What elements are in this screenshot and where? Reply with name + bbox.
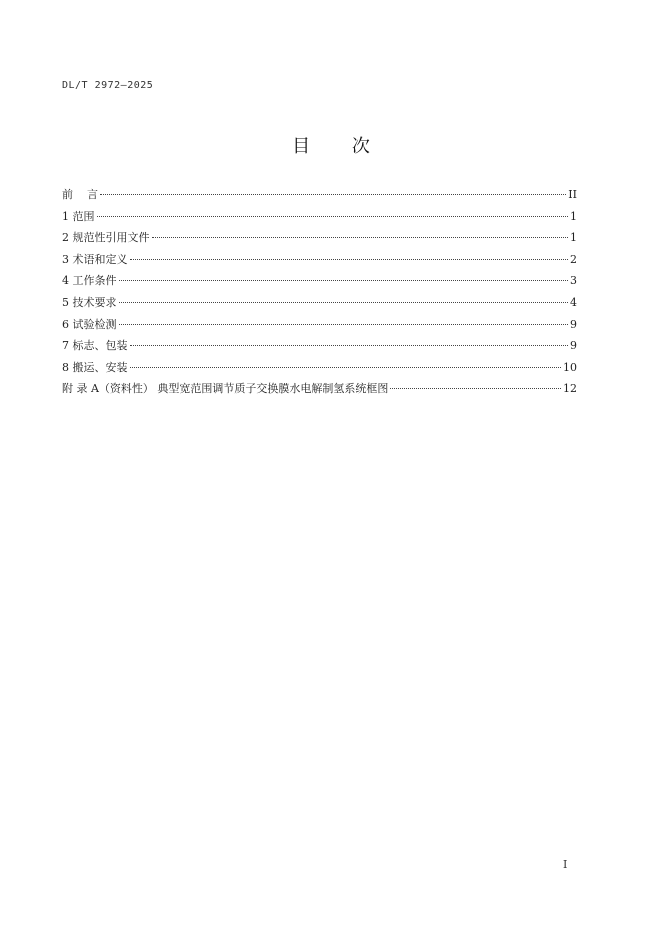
toc-entry-label: 6 试验检测: [62, 317, 117, 331]
toc-entry-label: 7 标志、包装: [62, 339, 128, 353]
toc-leader-dots: [97, 216, 569, 217]
toc-entry-terms-definitions[interactable]: [62, 251, 577, 273]
toc-entry-page: 1: [570, 209, 577, 223]
toc-entry-marking-packaging[interactable]: [62, 337, 577, 359]
page-number: I: [563, 858, 568, 871]
toc-entry-page: 9: [570, 317, 577, 331]
toc-entry-label: 2 规范性引用文件: [62, 231, 150, 245]
toc-entry-testing[interactable]: [62, 316, 577, 338]
toc-leader-dots: [119, 324, 569, 325]
toc-entry-label: 3 术语和定义: [62, 252, 128, 266]
toc-entry-page: 2: [570, 252, 577, 266]
toc-leader-dots: [130, 259, 569, 260]
toc-entry-technical-requirements[interactable]: [62, 294, 577, 316]
toc-entry-label: 附 录 A（资料性） 典型宽范围调节质子交换膜水电解制氢系统框图: [62, 382, 389, 396]
toc-entry-label: 4 工作条件: [62, 274, 117, 288]
toc-entry-annex-a[interactable]: [62, 380, 577, 402]
toc-entry-page: 10: [563, 360, 577, 374]
toc-entry-page: 3: [570, 274, 577, 288]
toc-leader-dots: [130, 367, 562, 368]
toc-leader-dots: [119, 302, 569, 303]
page-title: 目 次: [292, 136, 388, 157]
toc-leader-dots: [100, 194, 566, 195]
toc-entry-label: 前 言: [62, 188, 98, 201]
toc-entry-handling-installation[interactable]: [62, 359, 577, 381]
toc-entry-label: 1 范围: [62, 209, 95, 223]
toc-entry-scope[interactable]: [62, 208, 577, 230]
toc-entry-foreword[interactable]: [62, 186, 577, 208]
toc-leader-dots: [130, 345, 569, 346]
toc-entry-working-conditions[interactable]: [62, 272, 577, 294]
toc-entry-page: 1: [570, 231, 577, 245]
table-of-contents: [62, 186, 577, 402]
toc-entry-normative-references[interactable]: [62, 229, 577, 251]
toc-leader-dots: [119, 280, 569, 281]
toc-entry-page: 4: [570, 295, 577, 309]
toc-leader-dots: [390, 388, 561, 389]
toc-entry-page: 9: [570, 339, 577, 353]
toc-entry-page: II: [568, 188, 577, 201]
toc-entry-page: 12: [563, 382, 577, 396]
toc-leader-dots: [152, 237, 569, 238]
toc-entry-label: 5 技术要求: [62, 295, 117, 309]
document-code: DL/T 2972—2025: [62, 80, 154, 91]
toc-entry-label: 8 搬运、安装: [62, 360, 128, 374]
